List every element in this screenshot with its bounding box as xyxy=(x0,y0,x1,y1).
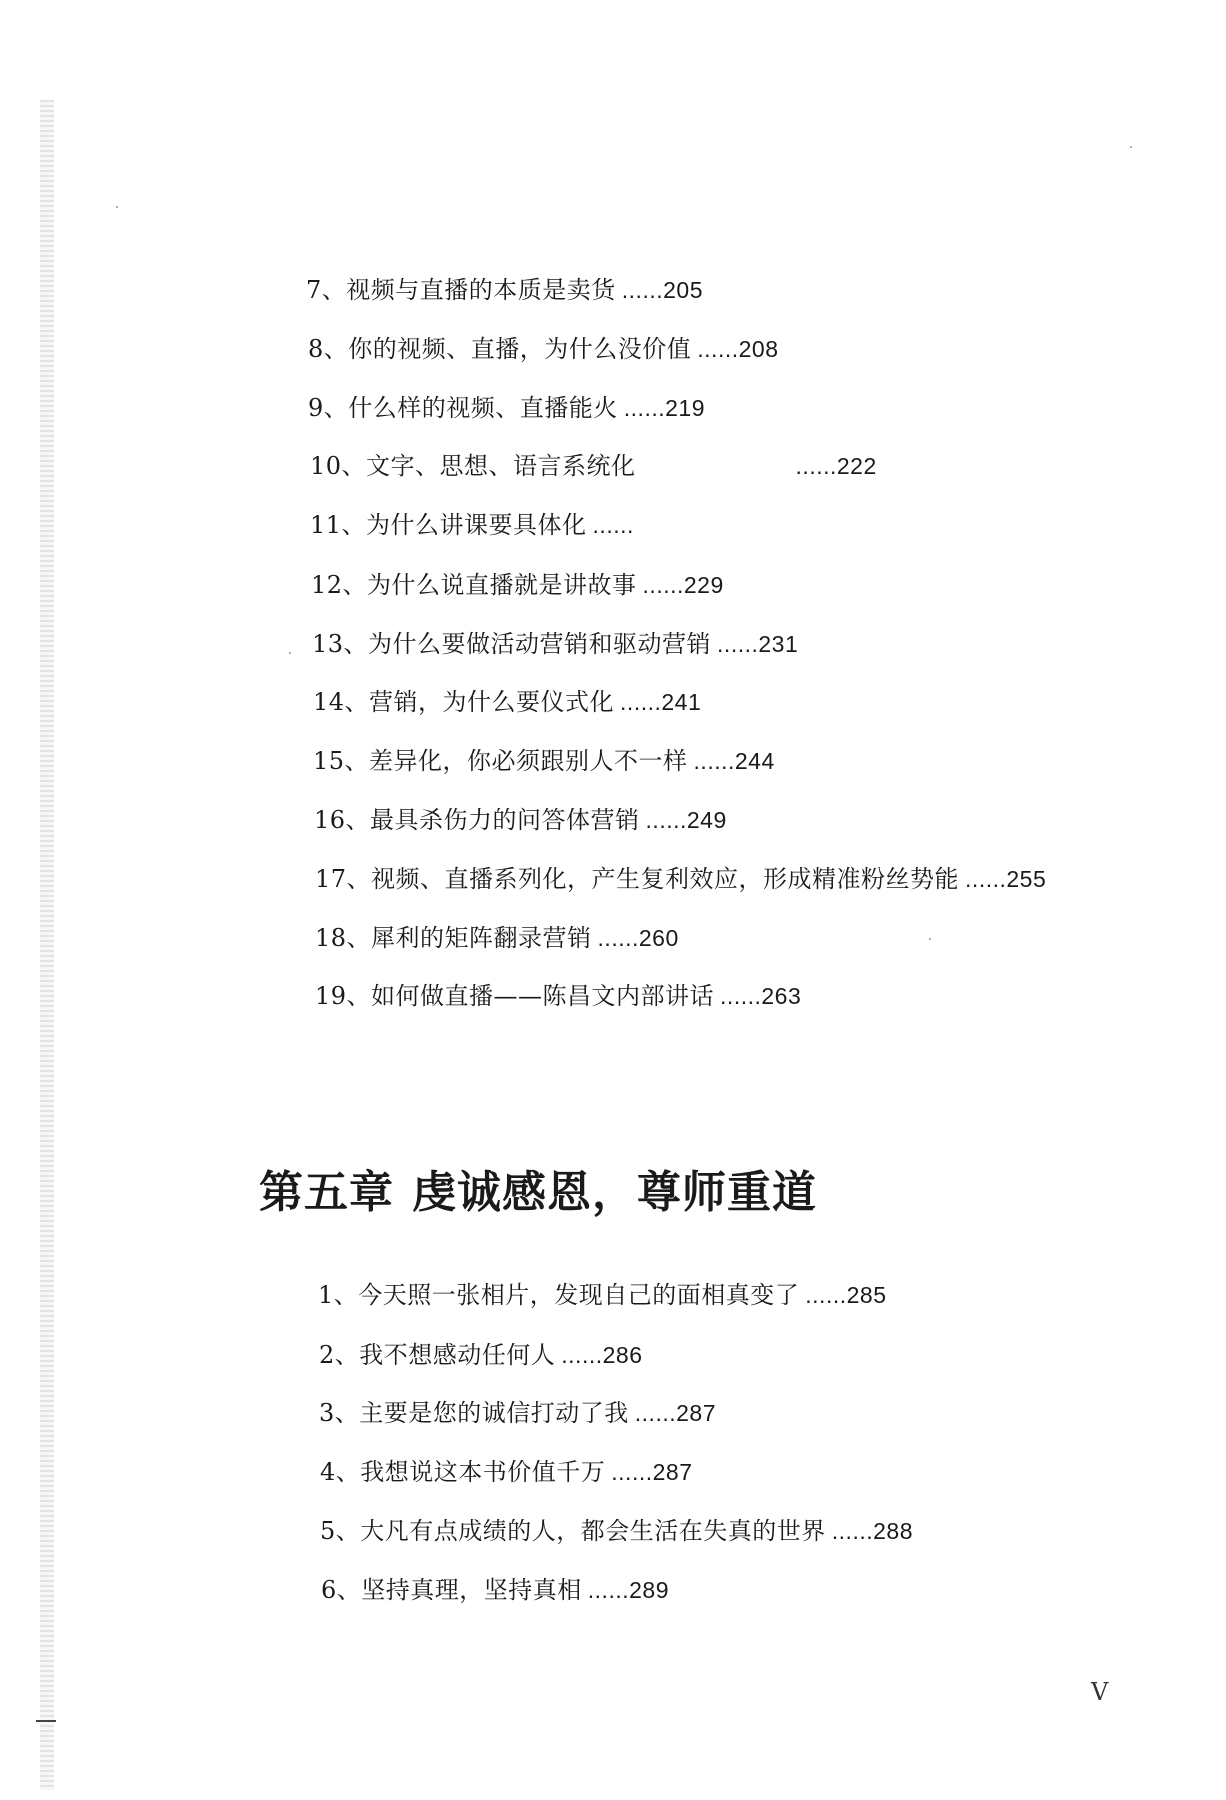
entry-title: 文字、思想、语言系统化 xyxy=(366,452,636,480)
entry-number: 7、 xyxy=(306,276,347,304)
chapter-heading xyxy=(259,1156,817,1220)
page-number: 241 xyxy=(661,689,702,715)
entry-number: 12、 xyxy=(311,571,368,599)
leader-dots: ...... xyxy=(621,277,664,303)
leader-dots: ...... xyxy=(623,395,666,421)
leader-dots: ...... xyxy=(634,1400,677,1426)
entry-number: 19、 xyxy=(315,982,372,1010)
toc-entry[interactable] xyxy=(314,805,727,835)
leader-dots: ...... xyxy=(587,1577,630,1603)
scan-speck xyxy=(929,938,931,940)
entry-number: 5、 xyxy=(320,1517,361,1545)
page-number: 249 xyxy=(686,807,727,833)
toc-entry[interactable] xyxy=(310,451,877,481)
toc-entry[interactable] xyxy=(308,393,705,423)
toc-entry[interactable] xyxy=(315,923,679,953)
leader-dots: ...... xyxy=(965,866,1007,892)
leader-dots: ...... xyxy=(795,453,837,479)
leader-dots: ...... xyxy=(620,689,662,715)
scan-speck xyxy=(289,652,291,654)
toc-entry[interactable] xyxy=(319,1398,716,1428)
entry-number: 11、 xyxy=(310,511,367,539)
entry-number: 9、 xyxy=(308,394,349,422)
page-number: 263 xyxy=(761,983,802,1009)
leader-dots: ...... xyxy=(720,983,762,1009)
entry-number: 3、 xyxy=(319,1399,360,1427)
chapter-title-text: 虔诚感恩，尊师重道 xyxy=(412,1167,817,1218)
entry-title: 主要是您的诚信打动了我 xyxy=(359,1399,629,1427)
entry-number: 14、 xyxy=(313,688,370,716)
toc-entry[interactable] xyxy=(319,1340,643,1370)
entry-number: 18、 xyxy=(315,924,372,952)
entry-title: 坚持真理，坚持真相 xyxy=(361,1576,582,1604)
entry-number: 16、 xyxy=(314,806,371,834)
entry-number: 17、 xyxy=(315,865,372,893)
leader-dots: ...... xyxy=(697,336,739,362)
scan-edge-shadow xyxy=(40,100,54,1790)
entry-number: 6、 xyxy=(321,1576,362,1604)
entry-title: 你的视频、直播，为什么没价值 xyxy=(348,335,692,363)
toc-entry[interactable] xyxy=(318,1280,887,1310)
entry-title: 我想说这本书价值千万 xyxy=(360,1458,606,1486)
page-number: 255 xyxy=(1006,866,1047,892)
toc-entry[interactable] xyxy=(320,1457,693,1487)
leader-dots: ...... xyxy=(645,807,687,833)
entry-title: 什么样的视频、直播能火 xyxy=(348,394,618,422)
page-number: 229 xyxy=(683,572,724,598)
entry-title: 大凡有点成绩的人，都会生活在失真的世界 xyxy=(360,1517,826,1545)
page-number: 286 xyxy=(602,1342,643,1368)
scan-speck xyxy=(116,206,118,208)
page-number: 231 xyxy=(758,631,799,657)
entry-number: 2、 xyxy=(319,1341,360,1369)
entry-title: 我不想感动任何人 xyxy=(359,1341,556,1369)
entry-title: 为什么说直播就是讲故事 xyxy=(367,571,637,599)
leader-dots: ...... xyxy=(592,512,634,538)
page-number: 219 xyxy=(665,395,705,421)
page-number: 205 xyxy=(663,277,703,303)
leader-dots: ...... xyxy=(642,572,684,598)
leader-dots: ...... xyxy=(561,1342,603,1368)
entry-number: 13、 xyxy=(312,630,369,658)
entry-number: 8、 xyxy=(308,335,349,363)
toc-entry[interactable] xyxy=(308,334,779,364)
toc-entry[interactable] xyxy=(315,981,801,1011)
page-number: 260 xyxy=(638,925,679,951)
entry-title: 营销，为什么要仪式化 xyxy=(369,688,615,716)
page-number: 222 xyxy=(836,453,877,479)
toc-entry[interactable] xyxy=(313,746,775,776)
page-number: 289 xyxy=(629,1577,669,1603)
leader-dots: ...... xyxy=(717,631,759,657)
entry-title: 差异化，你必须跟别人不一样 xyxy=(369,747,688,775)
toc-entry[interactable] xyxy=(311,570,724,600)
scan-speck xyxy=(1130,146,1132,148)
toc-entry[interactable] xyxy=(306,275,703,305)
entry-title: 犀利的矩阵翻录营销 xyxy=(371,924,592,952)
leader-dots: ...... xyxy=(831,1518,874,1544)
leader-dots: ...... xyxy=(805,1282,847,1308)
entry-number: 4、 xyxy=(320,1458,361,1486)
toc-entry[interactable] xyxy=(312,629,798,659)
toc-entry[interactable] xyxy=(313,687,701,717)
leader-dots: ...... xyxy=(611,1459,653,1485)
page-number: 287 xyxy=(676,1400,716,1426)
toc-entry[interactable] xyxy=(321,1575,669,1605)
entry-number: 1、 xyxy=(318,1281,359,1309)
entry-title: 今天照一张相片，发现自己的面相真变了 xyxy=(358,1281,800,1309)
entry-title: 视频与直播的本质是卖货 xyxy=(346,276,616,304)
leader-dots: ...... xyxy=(693,748,735,774)
entry-title: 为什么讲课要具体化 xyxy=(366,511,587,539)
page-folio: V xyxy=(1091,1678,1109,1706)
page-number: 288 xyxy=(873,1518,913,1544)
toc-entry[interactable] xyxy=(315,864,1046,894)
chapter-label: 第五章 xyxy=(259,1167,394,1218)
scan-edge-mark xyxy=(36,1720,56,1722)
entry-title: 如何做直播——陈昌文内部讲话 xyxy=(371,982,715,1010)
entry-title: 视频、直播系列化，产生复利效应，形成精准粉丝势能 xyxy=(371,865,960,893)
toc-entry[interactable] xyxy=(310,510,634,540)
entry-title: 最具杀伤力的问答体营销 xyxy=(370,806,640,834)
page-number: 244 xyxy=(734,748,775,774)
page-number: 287 xyxy=(652,1459,693,1485)
toc-entry[interactable] xyxy=(320,1516,913,1546)
entry-title: 为什么要做活动营销和驱动营销 xyxy=(368,630,712,658)
page-number: 208 xyxy=(738,336,779,362)
entry-number: 15、 xyxy=(313,747,370,775)
entry-number: 10、 xyxy=(310,452,367,480)
leader-dots: ...... xyxy=(597,925,639,951)
page-number: 285 xyxy=(846,1282,887,1308)
